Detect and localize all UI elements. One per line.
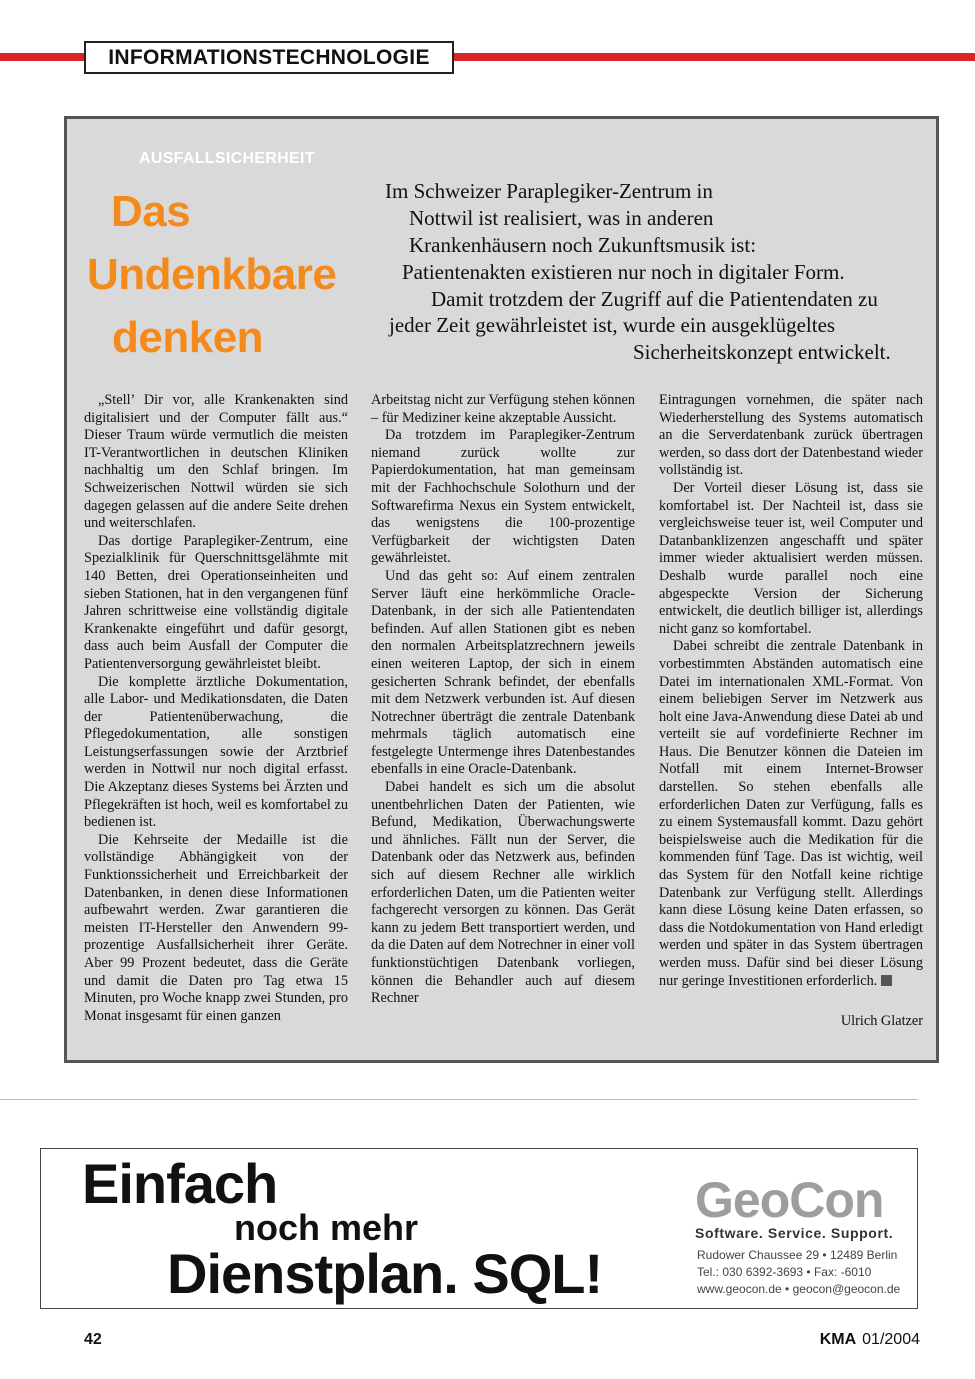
article-column-1 (84, 392, 348, 1025)
ad-web: www.geocon.de • geocon@geocon.de (697, 1282, 901, 1296)
article-column-2 (371, 392, 635, 1008)
paragraph: Der Vorteil dieser Lösung ist, dass sie komfortabel ist. Der Nachteil ist, dass sie vergleichsweise teuer ist, weil Computer und Datanbanklizenzen angeschafft und später immer wieder aktualisiert werden müssen. Deshalb wurde parallel noch eine abgespeckte Version der Sicherung entwickelt, die deutlich billiger ist, allerdings nicht ganz so komfortabel. (659, 479, 923, 637)
paragraph (659, 638, 923, 990)
paragraph: Das dortige Paraplegiker-Zentrum, eine Spezialklinik für Querschnittsgelähmte mit 140 Betten, drei Operationseinheiten und sieben Stationen, hat in den vergangenen fünf Jahren schrittweise eine vollständig digitale Krankenakte eingeführt und dafür gesorgt, dass auch beim Ausfall der Computer die Patientenversorgung gewährleistet bleibt. (84, 532, 348, 672)
intro-line-5: Damit trotzdem der Zugriff auf die Patientendaten zu (431, 287, 878, 311)
ad-tagline: Software. Service. Support. (695, 1225, 894, 1241)
article-box (64, 116, 939, 1063)
magazine-issue: 01/2004 (862, 1331, 920, 1348)
ad-phone: Tel.: 030 6392-3693 • Fax: -6010 (697, 1265, 872, 1279)
paragraph: Die Kehrseite der Medaille ist die vollständige Abhängigkeit von der Funktionssicherheit und Erreichbarkeit der Datenbanken, in denen diese Informationen aufbewahrt werden. Zwar garantieren die meisten IT-Hersteller den Anwendern 99-prozentige Ausfallsicherheit ihrer Geräte. Aber 99 Prozent bedeutet, dass die Geräte und damit die Daten pro Tag etwa 15 Minuten, pro Woche knapp zwei Stunden, pro Monat insgesamt für einen ganzen (84, 831, 348, 1024)
ad-headline-2: noch mehr (234, 1207, 419, 1248)
article-kicker: AUSFALLSICHERHEIT (139, 150, 315, 167)
paragraph: Dabei handelt es sich um die absolut unentbehrlichen Daten der Patienten, wie Befund, Medikation, Überwachungswerte und ähnliches. Fällt nun der Server, die Datenbank oder das Netzwerk aus, befinden sich auf diesem Rechner alle wirklich erforderlichen Daten, um die Patienten weiter fachgerecht versorgen zu können. Das Gerät kann zu jedem Bett transportiert werden, und da die Daten auf dem Notrechner in einer voll funktionstüchtigen Datenbank vorliegen, können die Behandler auch auf diesem Rechner (371, 779, 635, 1007)
ad-headline-3: Dienstplan. SQL! (167, 1242, 603, 1305)
magazine-info (820, 1331, 920, 1349)
paragraph: Die komplette ärztliche Dokumentation, alle Labor- und Medikationsdaten, die Daten der Patientenüberwachung, die Pflegedokumentation, alle sonstigen Leistungserfassungen sowie der Arztbrief werden in Nottwil nur noch digital erfasst. Die Akzeptanz dieses Systems bei Ärzten und Pflegekräften ist hoch, weil es komfortabel zu bedienen ist. (84, 673, 348, 831)
logo-text: GeoCon (695, 1175, 884, 1225)
headline-line-3: denken (112, 313, 264, 362)
intro-line-6: jeder Zeit gewährleistet ist, wurde ein ausgeklügeltes (389, 313, 836, 337)
geocon-logo (695, 1175, 905, 1225)
headline-line-1: Das (111, 187, 191, 236)
intro-line-4: Patientenakten existieren nur noch in digitaler Form. (402, 260, 845, 284)
paragraph-text: Dabei schreibt die zentrale Datenbank in vorbestimmten Abständen automatisch eine Datei im internationalen XML-Format. Von einem beliebigen Server im Netzwerk aus holt eine Java-Anwendung diese Datei ab und verteilt sie auf vordefinierte Rechner im Haus. Die Benutzer können die Dateien im Notfall mit einem Internet-Browser darstellen. So stehen ebenfalls alle erforderlichen Daten zur Verfügung, falls es zu einem Systemausfall kommt. Dazu gehört beispielsweise auch die Medikation für die kommenden fünf Tage. Das ist wichtig, weil das System für den Notfall keine richtige Datenbank zur Verfügung stellt. Allerdings kann diese Lösung keine Daten erfassen, so dass die Notdokumentation von Hand erledigt werden und später in das System übertragen werden muss. Dafür sind bei dieser Lösung nur geringe Investitionen erforderlich. (659, 638, 923, 989)
end-mark-icon (881, 975, 892, 986)
author: Ulrich Glatzer (840, 1013, 923, 1029)
paragraph: Da trotzdem im Paraplegiker-Zentrum niemand zurück wollte zur Papierdokumentation, hat man gemeinsam mit der Fachhochschule Solothurn und der Softwarefirma Nexus ein System entwickelt, das wenigstens die 100-prozentige Verfügbarkeit der wichtigsten Daten gewährleistet. (371, 427, 635, 567)
ad-address: Rudower Chaussee 29 • 12489 Berlin (697, 1248, 898, 1262)
headline-line-2: Undenkbare (87, 250, 337, 299)
intro-line-7: Sicherheitskonzept entwickelt. (633, 340, 891, 364)
ad-headline-1: Einfach (82, 1152, 278, 1215)
geocon-logo-icon (695, 1175, 905, 1225)
magazine-name: KMA (819, 1331, 857, 1348)
paragraph: Eintragungen vornehmen, die später nach Wiederherstellung des Systems automatisch an die Serverdatenbank zurück übertragen werden, so dass dort der Datenbestand wieder vollständig ist. (659, 392, 923, 479)
paragraph: Arbeitstag nicht zur Verfügung stehen können – für Mediziner keine akzeptable Aussicht. (371, 392, 635, 426)
advertisement (40, 1148, 918, 1309)
section-title: INFORMATIONSTECHNOLOGIE (84, 41, 454, 74)
intro-line-1: Im Schweizer Paraplegiker-Zentrum in (385, 179, 713, 203)
page-number: 42 (84, 1331, 102, 1348)
paragraph: Und das geht so: Auf einem zentralen Server läuft eine herkömmliche Oracle-Datenbank, in der sich alle Patientendaten befinden. Auf allen Stationen gibt es neben den normalen Arbeitsplatzrechnern jeweils einen weiteren Laptop, der sich in einem gesicherten Schrank befindet, der ebenfalls mit dem Netzwerk verbunden ist. Auf diesen Notrechner überträgt die zentrale Datenbank mehrmals täglich automatisch eine festgelegte Untermenge ihres Datenbestandes ebenfalls in eine Oracle-Datenbank. (371, 567, 635, 778)
article-column-3 (659, 392, 923, 990)
intro-line-2: Nottwil ist realisiert, was in anderen (409, 206, 714, 230)
intro-line-3: Krankenhäusern noch Zukunftsmusik ist: (409, 233, 757, 257)
divider (0, 1099, 918, 1100)
paragraph: „Stell’ Dir vor, alle Krankenakten sind digitalisiert und der Computer fällt aus.“ Dieser Traum würde vermutlich die meisten IT-Verantwortlichen in deutschen Kliniken nachhaltig um den Schlaf bringen. Im Schweizerischen Nottwil würden sie sich dagegen gelassen auf die andere Seite drehen und weiterschlafen. (84, 392, 348, 532)
